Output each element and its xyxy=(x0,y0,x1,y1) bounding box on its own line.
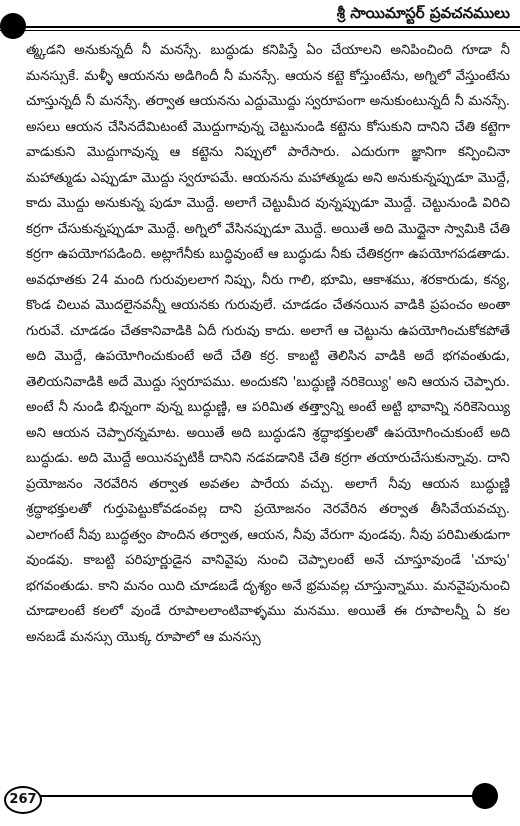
running-header-title: శ్రీ సాయిమాస్టర్ ప్రవచనములు xyxy=(336,4,510,22)
body-paragraph: త్మ్కడని అనుకున్నదీ నీ మనస్సే. బుద్ధుడు కనిపిస్తే ఏం చేయాలని అనిపించింది గూడా నీ మనస్సుకే. మళ్ళీ ఆయనను అడిగిందీ నీ మనస్సే. ఆయన కట్టె కోస్తుంటేను, అగ్నిలో వేస్తుంటేను చూస్తున్నదీ నీ మనస్సే. తర్వాత ఆయనను ఎద్దుమొద్దు స్వరూపంగా అనుకుంటున్నదీ నీ మనస్సే. అసలు ఆయన చేసినదేమిటంటే మొద్దుగావున్న చెట్టునుండి కట్టెను కోసుకుని దానిని చేతి కట్టెగా వాడుకుని మొద్దుగావున్న ఆ కట్టెను నిప్పులో పారేసారు. ఎదురుగా జ్ఞానిగా కన్పించినా మహాత్ముడు ఎప్పుడూ మొద్దు స్వరూపమే. ఆయనను మహాత్ముడు అని అనుకున్నప్పుడూ మొద్దే, కాదు మొద్దు అనుకున్న పుడూ మొద్దే. అలాగే చెట్టుమీద వున్నప్పుడూ మొద్దే. చెట్టునుండి విరిచి కర్రగా చేసుకున్నప్పుడూ మొద్దే. అగ్నిలో వేసినప్పుడూ మొద్దే. అయితే అది మొద్దైనా స్వామికి చేతి కర్రగా ఉపయోగపడింది. అట్లాగేనీకు బుద్ధివుంటే ఆ బుద్ధుడు నీకు చేతికర్రగా ఉపయోగపడతాడు. అవధూతకు 24 మంది గురువులలాగ నిప్పు, నీరు గాలి, భూమి, ఆకాశము, శరకారుడు, కన్య, కొండ చిలువ మొదలైనవన్నీ ఆయనకు గురువులే. చూడడం చేతనయిన వాడికి ప్రపంచం అంతా గురువే. చూడడం చేతకానివాడికి ఏదీ గురువు కాదు. అలాగే ఆ చెట్టును ఉపయోగించుకోకపోతే అది మొద్దే, ఉపయోగించుకుంటే అదే చేతి కర్ర. కాబట్టి తెలిసిన వాడికి అదే భగవంతుడు, తెలియనివాడికి అదే మొద్దు స్వరూపము. అందుకని 'బుద్ధుణ్ణి నరికెయ్యి' అని ఆయన చెప్పారు. అంటే నీ నుండి భిన్నంగా వున్న బుద్ధుణ్ణి, ఆ పరిమిత తత్త్వాన్ని అంటే అట్టి భావాన్ని నరికెసెయ్యి అని ఆయన చెప్పారన్నమాట. అయితే అది బుద్ధుడని శ్రద్ధాభక్తులతో ఉపయోగించుకుంటే అది బుద్ధుడు. అది మొద్దే అయినప్పటికీ దానిని నడవడానికి చేతి కర్రగా తయారుచేసుకున్నావు. దాని ప్రయోజనం నెరవేరిన తర్వాత అవతల పారేయ వచ్చు. అలాగే నీవు ఆయన బుద్ధుణ్ణి శ్రద్ధాభక్తులతో గుర్తుపెట్టుకోవడంవల్ల దాని ప్రయోజనం నెరవేరిన తర్వాత తీసివేయవచ్చు. ఎలాగంటే నీవు బుద్ధత్వం పొందిన తర్వాత, ఆయన, నీవు వేరుగా వుండవు. నీవు పరిమితుడుగా వుండవు. కాబట్టి పరిపూర్ణుడైన వానివైపు నుంచి చెప్పాలంటే అనే చూస్తూవుండే 'చూపు' భగవంతుడు. కాని మనం యిది చూడబడే దృశ్యం అనే భ్రమవల్ల చూస్తున్నాము. మనవైపునుంచి చూడాలంటే కలలో వుండే రూపాలలాంటివాళ్ళము మనము. అయితే ఈ రూపాలన్నీ ఏ కల అనబడే మనస్సు యొక్క రూపాలో ఆ మనస్సు xyxy=(26,43,510,645)
footer-rule xyxy=(40,795,480,797)
header-rule xyxy=(0,26,520,28)
page-number: 267 xyxy=(4,786,42,814)
header-rule-thin xyxy=(0,30,520,31)
footer-bullet xyxy=(472,783,498,809)
body-text xyxy=(26,38,510,650)
